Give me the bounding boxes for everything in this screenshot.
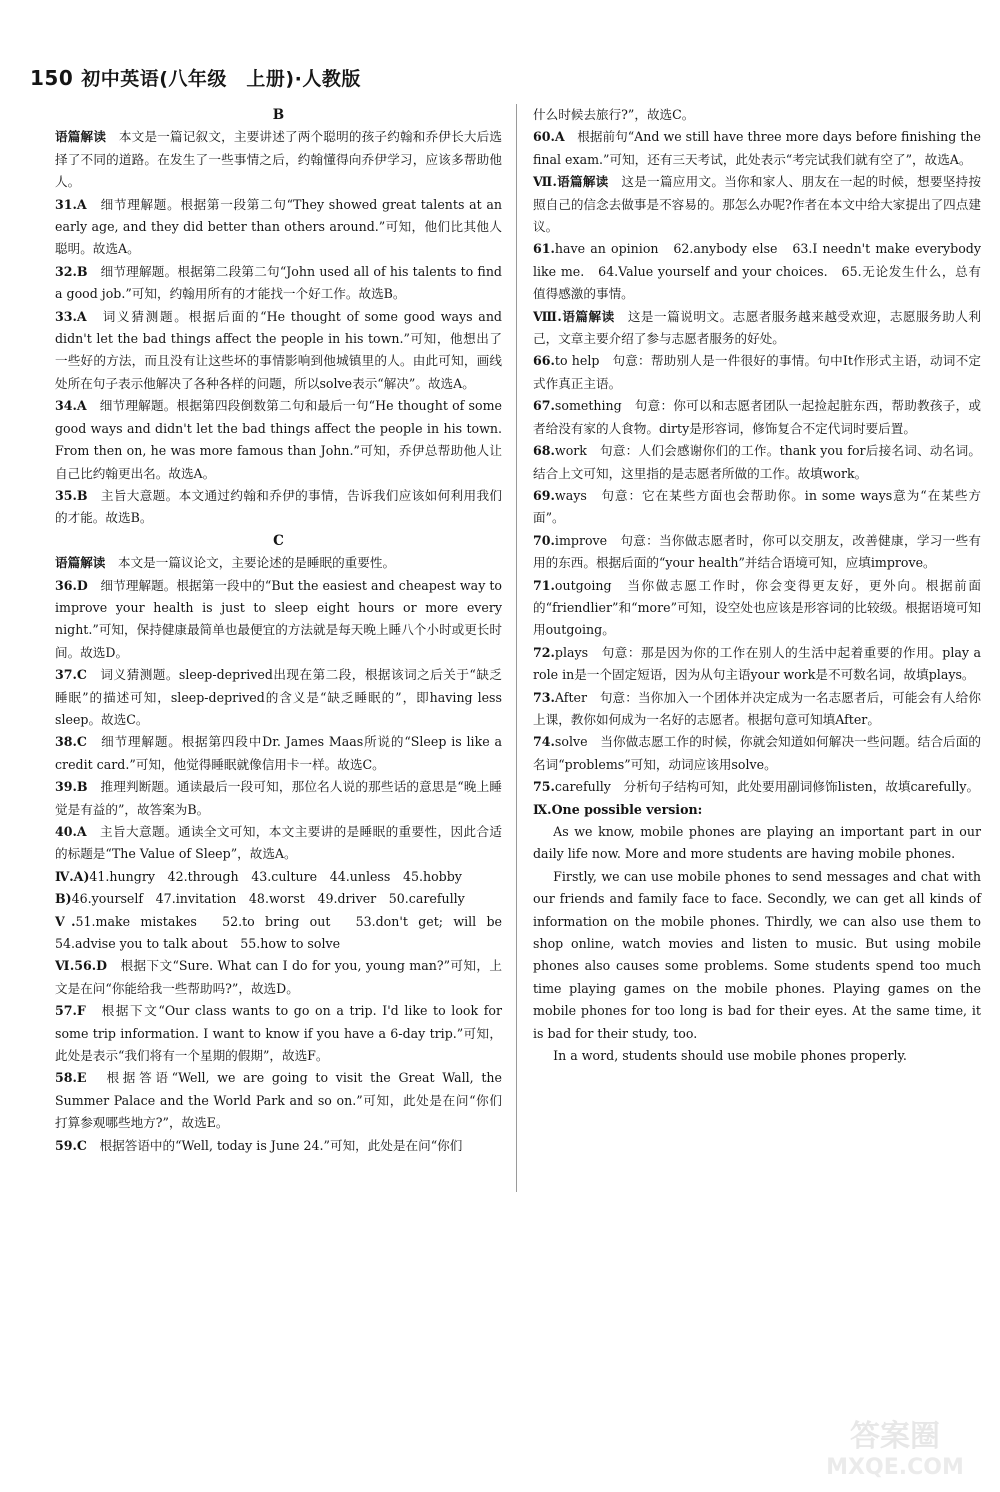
item-text: As we know, mobile phones are playing an important part in our daily life now. More and more students are having mobile phones. [533, 824, 981, 862]
item-label: 40.A [55, 824, 87, 839]
item-label: 71. [533, 577, 555, 593]
answer-paragraph [55, 664, 502, 731]
column-divider [516, 104, 517, 1192]
item-text: 51.make mistakes 52.to bring out 53.don't get; will be 54.advise you to talk about 55.how to solve [55, 913, 515, 952]
item-label: 73. [533, 689, 555, 705]
item-label: 67. [533, 398, 555, 414]
item-text: 本文是一篇议论文，主要论述的是睡眠的重要性。 [105, 555, 396, 571]
answer-paragraph [533, 485, 981, 530]
item-label: 59.C [55, 1137, 87, 1153]
item-label: Ⅸ.One possible version: [533, 801, 703, 817]
watermark-logo [805, 1412, 985, 1482]
item-label: 39.B [55, 779, 88, 795]
answer-paragraph [533, 126, 981, 171]
item-label: 61. [533, 241, 555, 257]
item-label: Ⅶ.语篇解读 [533, 174, 609, 190]
answer-paragraph [533, 395, 981, 440]
item-label: 32.B [55, 263, 88, 279]
item-text: 词义猜测题。sleep-deprived出现在第二段，根据该词之后关于“缺乏睡眠”的描述可知，sleep-deprived的含义是“缺乏睡眠的”，即having less sleep。故选C。 [55, 667, 502, 727]
left-column [55, 104, 515, 1157]
answer-paragraph [533, 776, 981, 798]
item-label: 35.B [55, 487, 88, 503]
answer-paragraph [55, 261, 502, 306]
item-text: 根据前句“And we still have three more days before finishing the final exam.”可知，还有三天考试，此处表示“考完试我们就有空了”，故选A。 [533, 129, 981, 167]
item-label: 60.A [533, 129, 565, 145]
answer-paragraph [533, 238, 981, 305]
item-text: improve 句意：当你做志愿者时，你可以交朋友，改善健康，学习一些有用的东西。根据后面的“your health”并结合语境可知，应填improve。 [533, 532, 981, 571]
answer-paragraph [533, 306, 981, 351]
item-text: After 句意：当你加入一个团体并决定成为一名志愿者后，可能会有人给你上课，教你如何成为一名好的志愿者。根据句意可知填After。 [533, 689, 981, 727]
item-text: 什么时候去旅行?”，故选C。 [533, 107, 695, 122]
answer-paragraph [55, 194, 502, 261]
item-label: Ⅵ.56.D [55, 958, 108, 974]
answer-paragraph [55, 126, 502, 193]
item-text: 这是一篇说明文。志愿者服务越来越受欢迎，志愿服务助人利己，文章主要介绍了参与志愿者服务的好处。 [533, 308, 982, 347]
item-text: 根据答语中的“Well, today is June 24.”可知，此处是在问“你们 [86, 1137, 463, 1153]
answer-paragraph [55, 306, 502, 396]
item-text: 41.hungry 42.through 43.culture 44.unless 45.hobby [89, 868, 462, 884]
item-label: 37.C [55, 667, 87, 683]
answer-paragraph [533, 171, 981, 238]
item-text: something 句意：你可以和志愿者团队一起捡起脏东西，帮助教孩子，或者给没有家的人食物。dirty是形容词，修饰复合不定代词时要后置。 [533, 398, 981, 436]
item-label: 36.D [55, 577, 88, 593]
item-label: 70. [533, 532, 555, 548]
book-title: 初中英语(八年级 上册)·人教版 [81, 68, 361, 90]
item-label: 38.C [55, 734, 87, 750]
item-text: outgoing 当你做志愿工作时，你会变得更友好，更外向。根据前面的“friendlier”和“more”可知，设空处也应该是形容词的比较级。根据语境可知用outgoing。 [533, 577, 981, 638]
item-text: 细节理解题。根据第四段中Dr. James Maas所说的“Sleep is like a credit card.”可知，他觉得睡眠就像信用卡一样。故选C。 [55, 734, 502, 772]
answer-paragraph [55, 395, 502, 485]
answer-paragraph [55, 866, 502, 888]
answer-paragraph [533, 1045, 981, 1067]
answer-paragraph [533, 799, 981, 821]
answer-paragraph [55, 1135, 502, 1157]
answer-paragraph [55, 776, 502, 821]
answer-paragraph [55, 1000, 502, 1067]
item-text: ways 句意：它在某些方面也会帮助你。in some ways意为“在某些方面”。 [533, 487, 981, 526]
item-label: 57.F [55, 1003, 86, 1019]
item-text: to help 句意：帮助别人是一件很好的事情。句中It作形式主语，动词不定式作真正主语。 [533, 353, 981, 391]
answer-paragraph [533, 821, 981, 866]
item-text: carefully 分析句子结构可知，此处要用副词修饰listen，故填carefully。 [554, 779, 980, 795]
answer-paragraph [55, 575, 502, 665]
answer-paragraph [533, 642, 981, 687]
item-text: Firstly, we can use mobile phones to send messages and chat with our friends and family face to face. Secondly, we can get all kinds of information on the mobile phones. Thirdly, we can also use them to shop online, watch movies and listen to music. But using mobile phones also causes some problems. Some students spend too much time playing games on the mobile phones. Playing games on the mobile phones for too long is bad for their eyes. At the same time, it is bad for their study, too. [533, 868, 981, 1041]
answer-paragraph [533, 530, 981, 575]
item-text: 根据下文“Sure. What can I do for you, young man?”可知，上文是在问“你能给我一些帮助吗?”，故选D。 [55, 958, 503, 996]
page-header [30, 64, 361, 91]
item-text: 46.yourself 47.invitation 48.worst 49.driver 50.carefully [71, 891, 465, 907]
item-label: 31.A [55, 196, 87, 212]
item-label: 66. [533, 353, 555, 369]
item-text: 根据下文“Our class wants to go on a trip. I'd like to look for some trip information. I want to know if you have a 6-day trip.”可知，此处是表示“我们将有一个星期的假期”，故选F。 [55, 1003, 502, 1064]
item-label: 58.E [55, 1070, 87, 1086]
item-label: 72. [533, 644, 555, 660]
item-text: 细节理解题。根据第一段第二句“They showed great talents at an early age, and they did better than others around.”可知，他们比其他人聪明。故选A。 [55, 196, 502, 257]
item-text: work 句意：人们会感谢你们的工作。thank you for后接名词、动名词。结合上文可知，这里指的是志愿者所做的工作。故填work。 [533, 443, 981, 481]
answer-paragraph [55, 1067, 502, 1134]
item-text: 词义猜测题。根据后面的“He thought of some good ways and didn't let the bad things affect the people in his town.”可知，他想出了一些好的方法，而且没有让这些坏的事情影响到他城镇里的人。由此可知，画线处所在句子表示他解决了各种各样的问题，所以solve表示“解决”。故选A。 [55, 308, 502, 391]
item-label: 69. [533, 487, 555, 503]
section-heading: B [272, 107, 285, 123]
answer-paragraph [533, 350, 981, 395]
item-text: 主旨大意题。本文通过约翰和乔伊的事情，告诉我们应该如何利用我们的才能。故选B。 [55, 487, 502, 526]
item-text: 本文是一篇记叙文，主要讲述了两个聪明的孩子约翰和乔伊长大后选择了不同的道路。在发生了一些事情之后，约翰懂得向乔伊学习，应该多帮助他人。 [55, 129, 503, 190]
answer-paragraph [533, 575, 981, 642]
item-text: 细节理解题。根据第四段倒数第二句和最后一句“He thought of some good ways and didn't let the bad things affect the people in his town. From then on, he was more famous than John.”可知，乔伊总帮助他人让自己比约翰更出名。故选A。 [55, 398, 502, 481]
watermark-text-url: MXQE.COM [826, 1455, 964, 1480]
answer-paragraph [55, 911, 515, 956]
answer-paragraph [533, 731, 981, 776]
item-text: 根据答语“Well, we are going to visit the Great Wall, the Summer Palace and the World Park and so on.”可知，此处是在问“你们打算参观哪些地方?”，故选E。 [55, 1070, 502, 1131]
answer-paragraph [55, 731, 502, 776]
page-number: 150 [30, 66, 74, 90]
right-column [533, 104, 981, 1067]
item-label: 语篇解读 [55, 129, 107, 145]
item-text: plays 句意：那是因为你的工作在别人的生活中起着重要的作用。play a role in是一个固定短语，因为从句主语your work是不可数名词，故填plays。 [533, 644, 981, 683]
answer-paragraph [55, 821, 502, 866]
item-text: solve 当你做志愿工作的时候，你就会知道如何解决一些问题。结合后面的名词“problems”可知，动词应该用solve。 [533, 734, 981, 772]
item-text: 主旨大意题。通读全文可知，本文主要讲的是睡眠的重要性，因此合适的标题是“The Value of Sleep”，故选A。 [55, 824, 502, 862]
item-text: 细节理解题。根据第一段中的“But the easiest and cheapest way to improve your health is just to sleep eight hours or more every night.”可知，保持健康最简单也最便宜的方法就是每天晚上睡八个小时或更长时间。故选D。 [55, 577, 502, 660]
item-label: 75. [533, 779, 555, 795]
item-label: 68. [533, 443, 555, 459]
watermark-text-cn: 答案圈 [850, 1419, 940, 1454]
answer-paragraph [533, 687, 981, 732]
item-text: have an opinion 62.anybody else 63.I needn't make everybody like me. 64.Value yourself and your choices. 65.无论发生什么，总有值得感激的事情。 [533, 241, 981, 302]
item-text: In a word, students should use mobile phones properly. [553, 1048, 907, 1064]
item-label: 33.A [55, 308, 87, 324]
item-label: B) [55, 891, 72, 907]
answer-paragraph [55, 888, 502, 910]
item-label: 语篇解读 [55, 555, 106, 571]
answer-paragraph [55, 485, 502, 530]
item-text: 细节理解题。根据第二段第二句“John used all of his talents to find a good job.”可知，约翰用所有的才能找一个好工作。故选B。 [55, 263, 502, 302]
item-label: Ⅳ.A) [55, 868, 90, 884]
answer-paragraph [533, 440, 981, 485]
item-label: Ⅷ.语篇解读 [533, 308, 615, 324]
answer-paragraph [533, 104, 981, 126]
section-heading: C [273, 532, 284, 549]
item-label: Ⅴ. [55, 913, 76, 929]
item-label: 34.A [55, 398, 87, 414]
item-text: 推理判断题。通读最后一段可知，那位名人说的那些话的意思是“晚上睡觉是有益的”，故答案为B。 [55, 779, 502, 817]
item-label: 74. [533, 734, 555, 750]
answer-paragraph [55, 552, 502, 574]
item-text: 这是一篇应用文。当你和家人、朋友在一起的时候，想要坚持按照自己的信念去做事是不容易的。那怎么办呢?作者在本文中给大家提出了四点建议。 [533, 174, 982, 235]
answer-paragraph [55, 955, 502, 1000]
answer-paragraph [533, 866, 981, 1045]
